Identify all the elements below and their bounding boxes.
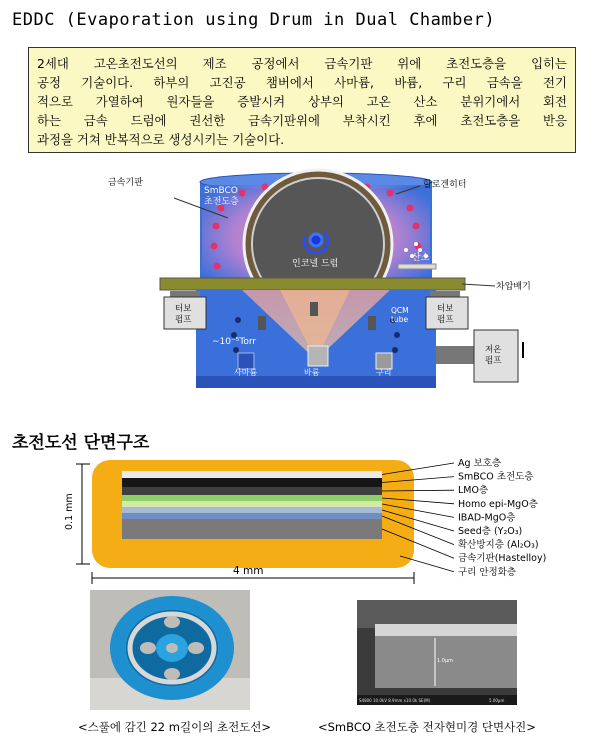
intro-line: 적으로 가열하여 원자들을 증발시켜 상부의 고온 산소 분위기에서 회전 [37, 94, 567, 109]
label-turbo-right: 터보 [437, 304, 454, 314]
dim-width-label: 4 mm [233, 565, 264, 577]
dim-height-label: 0.1 mm [64, 493, 75, 530]
label-pressure: ~10⁻⁵Torr [212, 337, 257, 347]
label-low-temp-pump: 펌프 [485, 356, 502, 366]
layer-band [122, 501, 382, 507]
layer-band [122, 507, 382, 513]
cross-section-diagram [64, 452, 600, 584]
sem-info-label: S4800 10.0kV 8.9mm x10.0k SE(M) [359, 698, 431, 703]
intro-line: 과정을 거쳐 반복적으로 생성시키는 기술이다. [37, 132, 285, 147]
label-source-sm: 사마륨 [234, 368, 258, 377]
label-smbco: SmBCO [204, 186, 238, 196]
label-substrate: 금속기판 [108, 178, 143, 188]
layer-band [122, 495, 382, 501]
label-turbo-left: 펌프 [175, 315, 192, 325]
photo-superconductor-spool [90, 590, 250, 710]
label-drum: 인코넬 드럼 [292, 259, 339, 269]
label-shield-plate: 차압배기 [496, 282, 531, 292]
intro-line: 공정 기술이다. 하부의 고진공 챔버에서 사마륨, 바륨, 구리 금속을 전기 [37, 75, 567, 90]
differential-pumping-plate [160, 278, 465, 290]
label-oxygen: 산소 [412, 253, 430, 263]
source-copper [376, 353, 392, 369]
sem-scale-label: 1.0μm [437, 658, 454, 664]
caption-sem: <SmBCO 초전도층 전자현미경 단면사진> [318, 720, 536, 734]
source-samarium [238, 353, 254, 369]
layer-leader-line [400, 556, 454, 572]
intro-line: 2세대 고온초전도선의 제조 공정에서 금속기판 위에 초전도층을 입히는 [37, 56, 567, 71]
layer-band [122, 519, 382, 539]
label-qcm: QCM [391, 306, 409, 315]
layer-label: LMO층 [458, 485, 489, 497]
label-source-ba: 바륨 [304, 368, 320, 377]
label-turbo-left: 터보 [175, 304, 192, 314]
caption-spool: <스풀에 감긴 22 m길이의 초전도선> [78, 720, 272, 734]
layer-label: 확산방지층 (Al₂O₃) [458, 539, 539, 551]
layer-label: Seed층 (Y₂O₃) [458, 526, 523, 537]
layer-band [122, 471, 382, 478]
label-source-cu: 구리 [376, 368, 392, 377]
section-title-cross-section: 초전도선 단면구조 [12, 433, 150, 453]
intro-textbox [28, 47, 576, 153]
page-title: EDDC (Evaporation using Drum in Dual Chamber) [12, 10, 496, 30]
layer-band [122, 478, 382, 487]
layer-label: SmBCO 초전도층 [458, 471, 534, 483]
low-temp-pump [436, 330, 523, 382]
sem-scalebar-label: 5.00μm [489, 698, 505, 703]
layer-label: Ag 보호층 [458, 458, 502, 469]
source-barium [308, 346, 328, 366]
eddc-apparatus-diagram [100, 160, 530, 395]
label-smbco: 초전도층 [204, 197, 239, 207]
layer-label: Homo epi-MgO층 [458, 498, 538, 510]
label-low-temp-pump: 저온 [485, 345, 502, 355]
layer-label: 금속기판(Hastelloy) [458, 553, 547, 565]
layer-band [122, 513, 382, 519]
layer-label: 구리 안정화층 [458, 566, 517, 578]
label-turbo-right: 펌프 [437, 315, 454, 325]
photo-sem-cross-section [357, 600, 517, 705]
intro-line: 하는 금속 드럼에 권선한 금속기판위에 부착시킨 후에 초전도층을 반응 [37, 113, 567, 128]
label-halogen-heater: 할로겐히터 [423, 180, 467, 190]
layer-label: IBAD-MgO층 [458, 512, 516, 524]
label-qcm: tube [391, 315, 409, 324]
layer-band [122, 487, 382, 495]
chamber-base [196, 376, 436, 388]
